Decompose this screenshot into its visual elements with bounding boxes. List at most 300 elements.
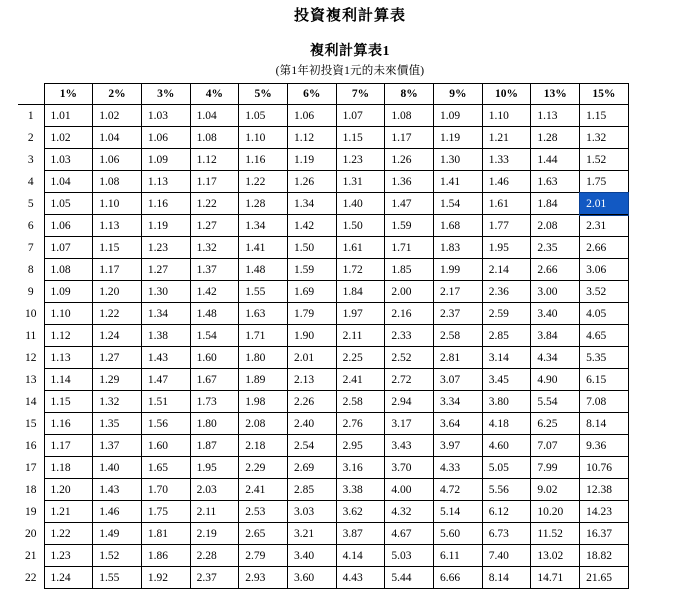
table-cell[interactable]: 2.14 [482,259,531,281]
row-header[interactable]: 14 [18,391,44,413]
table-row [18,237,628,259]
table-cell[interactable]: 1.10 [239,127,288,149]
table-cell[interactable]: 5.56 [482,479,531,501]
table-cell[interactable]: 3.52 [580,281,629,303]
table-cell[interactable]: 1.32 [190,237,239,259]
table-cell[interactable]: 3.62 [336,501,385,523]
table-cell[interactable]: 1.06 [287,105,336,127]
table-cell[interactable]: 1.59 [385,215,434,237]
table-cell[interactable]: 6.25 [531,413,580,435]
table-cell[interactable]: 1.16 [44,413,93,435]
table-cell[interactable]: 1.22 [44,523,93,545]
table-cell[interactable]: 4.65 [580,325,629,347]
column-header-1pct[interactable]: 1% [44,84,93,105]
table-cell[interactable]: 2.03 [190,479,239,501]
row-header[interactable]: 1 [18,105,44,127]
table-cell[interactable]: 1.15 [44,391,93,413]
table-cell[interactable]: 14.71 [531,567,580,589]
table-cell[interactable]: 1.95 [190,457,239,479]
row-header[interactable]: 18 [18,479,44,501]
table-cell[interactable]: 1.08 [44,259,93,281]
table-cell[interactable]: 2.37 [434,303,483,325]
table-cell[interactable]: 1.98 [239,391,288,413]
table-cell[interactable]: 1.04 [190,105,239,127]
table-cell[interactable]: 1.50 [287,237,336,259]
table-cell[interactable]: 2.69 [287,457,336,479]
table-cell[interactable]: 7.40 [482,545,531,567]
table-cell[interactable]: 9.02 [531,479,580,501]
table-cell[interactable]: 1.54 [190,325,239,347]
table-cell[interactable]: 1.15 [336,127,385,149]
table-cell[interactable]: 1.80 [239,347,288,369]
column-header-13pct[interactable]: 13% [531,84,580,105]
table-cell[interactable]: 2.81 [434,347,483,369]
table-cell[interactable]: 1.40 [93,457,142,479]
table-cell[interactable]: 6.11 [434,545,483,567]
column-header-2pct[interactable]: 2% [93,84,142,105]
table-cell[interactable]: 1.10 [482,105,531,127]
table-cell[interactable]: 2.79 [239,545,288,567]
row-header[interactable]: 5 [18,193,44,215]
table-cell[interactable]: 2.52 [385,347,434,369]
table-cell[interactable]: 1.32 [580,127,629,149]
table-cell[interactable]: 1.71 [239,325,288,347]
table-cell[interactable]: 3.87 [336,523,385,545]
table-cell[interactable]: 3.64 [434,413,483,435]
table-cell[interactable]: 2.58 [434,325,483,347]
table-cell[interactable]: 4.60 [482,435,531,457]
row-header[interactable]: 9 [18,281,44,303]
table-cell[interactable]: 1.01 [44,105,93,127]
table-cell[interactable]: 2.18 [239,435,288,457]
table-cell[interactable]: 3.03 [287,501,336,523]
table-cell[interactable]: 2.65 [239,523,288,545]
row-header[interactable]: 21 [18,545,44,567]
table-cell[interactable]: 1.50 [336,215,385,237]
table-cell[interactable]: 1.03 [44,149,93,171]
table-cell[interactable]: 1.40 [336,193,385,215]
table-cell[interactable]: 1.21 [44,501,93,523]
column-header-4pct[interactable]: 4% [190,84,239,105]
table-cell[interactable]: 4.34 [531,347,580,369]
column-header-6pct[interactable]: 6% [287,84,336,105]
table-cell[interactable]: 1.33 [482,149,531,171]
table-cell[interactable]: 1.69 [287,281,336,303]
table-cell[interactable]: 2.95 [336,435,385,457]
table-cell[interactable]: 1.92 [141,567,190,589]
table-cell[interactable]: 1.54 [434,193,483,215]
table-cell[interactable]: 5.44 [385,567,434,589]
table-cell[interactable]: 1.13 [44,347,93,369]
table-cell[interactable]: 2.53 [239,501,288,523]
table-cell[interactable]: 2.28 [190,545,239,567]
table-cell[interactable]: 1.27 [93,347,142,369]
table-cell[interactable]: 1.30 [434,149,483,171]
table-cell[interactable]: 1.37 [93,435,142,457]
table-cell[interactable]: 1.86 [141,545,190,567]
table-cell[interactable]: 1.16 [141,193,190,215]
table-cell[interactable]: 1.75 [580,171,629,193]
table-cell[interactable]: 1.42 [190,281,239,303]
table-cell[interactable]: 1.47 [385,193,434,215]
table-cell[interactable]: 1.20 [93,281,142,303]
table-cell[interactable]: 1.18 [44,457,93,479]
table-cell[interactable]: 1.95 [482,237,531,259]
table-cell[interactable]: 4.14 [336,545,385,567]
column-header-8pct[interactable]: 8% [385,84,434,105]
table-cell[interactable]: 1.13 [141,171,190,193]
table-cell[interactable]: 1.08 [385,105,434,127]
table-cell[interactable]: 1.34 [239,215,288,237]
table-cell[interactable]: 13.02 [531,545,580,567]
table-cell[interactable]: 5.03 [385,545,434,567]
table-cell[interactable]: 3.97 [434,435,483,457]
table-cell[interactable]: 21.65 [580,567,629,589]
table-cell[interactable]: 1.20 [44,479,93,501]
table-cell[interactable]: 1.48 [239,259,288,281]
table-cell[interactable]: 1.02 [93,105,142,127]
table-cell[interactable]: 12.38 [580,479,629,501]
table-cell[interactable]: 1.67 [190,369,239,391]
table-cell[interactable]: 1.04 [93,127,142,149]
table-cell[interactable]: 1.32 [93,391,142,413]
table-cell[interactable]: 1.48 [190,303,239,325]
table-cell[interactable]: 1.43 [93,479,142,501]
table-cell[interactable]: 3.84 [531,325,580,347]
table-cell[interactable]: 1.27 [141,259,190,281]
row-header[interactable]: 19 [18,501,44,523]
table-cell[interactable]: 16.37 [580,523,629,545]
table-cell[interactable]: 10.76 [580,457,629,479]
row-header[interactable]: 2 [18,127,44,149]
table-cell[interactable]: 3.06 [580,259,629,281]
table-cell[interactable]: 2.54 [287,435,336,457]
table-cell[interactable]: 2.26 [287,391,336,413]
row-header[interactable]: 7 [18,237,44,259]
table-cell[interactable]: 3.60 [287,567,336,589]
table-cell[interactable]: 1.83 [434,237,483,259]
table-cell[interactable]: 1.36 [385,171,434,193]
table-cell[interactable]: 1.17 [190,171,239,193]
table-cell[interactable]: 1.05 [239,105,288,127]
table-cell[interactable]: 1.13 [93,215,142,237]
row-header[interactable]: 17 [18,457,44,479]
table-cell[interactable]: 1.06 [141,127,190,149]
table-cell[interactable]: 1.77 [482,215,531,237]
table-cell[interactable]: 1.56 [141,413,190,435]
table-cell[interactable]: 1.19 [141,215,190,237]
table-cell[interactable]: 2.33 [385,325,434,347]
table-cell[interactable]: 1.70 [141,479,190,501]
table-cell[interactable]: 2.40 [287,413,336,435]
table-cell[interactable]: 1.34 [141,303,190,325]
table-cell[interactable]: 1.06 [93,149,142,171]
table-cell[interactable]: 7.08 [580,391,629,413]
table-cell[interactable]: 1.06 [44,215,93,237]
table-cell[interactable]: 1.60 [141,435,190,457]
table-cell[interactable]: 1.03 [141,105,190,127]
table-cell[interactable]: 1.30 [141,281,190,303]
table-cell[interactable]: 1.26 [287,171,336,193]
table-cell[interactable]: 2.66 [580,237,629,259]
table-cell[interactable]: 1.24 [44,567,93,589]
table-cell[interactable]: 1.52 [580,149,629,171]
row-header[interactable]: 6 [18,215,44,237]
table-cell[interactable]: 1.13 [531,105,580,127]
table-cell[interactable]: 1.22 [93,303,142,325]
table-cell[interactable]: 1.10 [44,303,93,325]
table-cell[interactable]: 5.60 [434,523,483,545]
table-cell[interactable]: 4.33 [434,457,483,479]
table-cell[interactable]: 6.66 [434,567,483,589]
table-cell[interactable]: 1.24 [93,325,142,347]
column-header-3pct[interactable]: 3% [141,84,190,105]
column-header-7pct[interactable]: 7% [336,84,385,105]
table-cell[interactable]: 2.08 [239,413,288,435]
table-cell[interactable]: 1.09 [44,281,93,303]
column-header-10pct[interactable]: 10% [482,84,531,105]
table-cell[interactable]: 1.22 [239,171,288,193]
table-cell[interactable]: 1.73 [190,391,239,413]
table-cell[interactable]: 1.75 [141,501,190,523]
table-cell[interactable]: 7.99 [531,457,580,479]
table-cell[interactable]: 8.14 [482,567,531,589]
table-cell[interactable]: 3.21 [287,523,336,545]
table-cell[interactable]: 4.18 [482,413,531,435]
table-cell[interactable]: 1.15 [93,237,142,259]
table-cell[interactable]: 5.35 [580,347,629,369]
table-cell[interactable]: 1.12 [287,127,336,149]
table-cell[interactable]: 1.23 [336,149,385,171]
table-cell[interactable]: 1.51 [141,391,190,413]
table-cell[interactable]: 1.15 [580,105,629,127]
table-cell[interactable]: 2.36 [482,281,531,303]
table-cell[interactable]: 5.05 [482,457,531,479]
table-cell[interactable]: 5.54 [531,391,580,413]
table-cell[interactable]: 14.23 [580,501,629,523]
table-cell[interactable]: 1.04 [44,171,93,193]
table-cell[interactable]: 1.21 [482,127,531,149]
table-cell[interactable]: 1.99 [434,259,483,281]
table-cell[interactable]: 1.55 [239,281,288,303]
row-header[interactable]: 8 [18,259,44,281]
table-cell[interactable]: 3.43 [385,435,434,457]
table-cell[interactable]: 2.00 [385,281,434,303]
table-cell[interactable]: 2.08 [531,215,580,237]
table-cell[interactable]: 2.66 [531,259,580,281]
table-cell[interactable]: 1.17 [44,435,93,457]
table-cell[interactable]: 2.85 [287,479,336,501]
table-cell[interactable]: 1.02 [44,127,93,149]
table-cell[interactable]: 1.41 [239,237,288,259]
table-cell[interactable]: 1.09 [434,105,483,127]
table-cell[interactable]: 1.34 [287,193,336,215]
table-cell[interactable]: 1.71 [385,237,434,259]
table-cell[interactable]: 1.27 [190,215,239,237]
table-cell[interactable]: 4.00 [385,479,434,501]
table-cell[interactable]: 4.32 [385,501,434,523]
table-cell[interactable]: 1.22 [190,193,239,215]
table-cell[interactable]: 1.59 [287,259,336,281]
table-cell[interactable]: 5.14 [434,501,483,523]
table-cell[interactable]: 6.73 [482,523,531,545]
table-cell[interactable]: 6.15 [580,369,629,391]
table-cell[interactable]: 1.17 [93,259,142,281]
table-cell[interactable]: 2.85 [482,325,531,347]
column-header-15pct[interactable]: 15% [580,84,629,105]
row-header[interactable]: 22 [18,567,44,589]
table-cell[interactable]: 2.16 [385,303,434,325]
table-cell[interactable]: 1.05 [44,193,93,215]
column-header-9pct[interactable]: 9% [434,84,483,105]
table-cell[interactable]: 1.90 [287,325,336,347]
table-cell[interactable]: 1.55 [93,567,142,589]
table-cell[interactable]: 1.89 [239,369,288,391]
table-cell[interactable]: 1.43 [141,347,190,369]
row-header[interactable]: 4 [18,171,44,193]
table-cell[interactable]: 1.37 [190,259,239,281]
table-cell[interactable]: 6.12 [482,501,531,523]
table-cell[interactable]: 3.17 [385,413,434,435]
table-cell[interactable]: 1.68 [434,215,483,237]
table-cell[interactable]: 1.63 [531,171,580,193]
table-cell[interactable]: 1.31 [336,171,385,193]
table-cell[interactable]: 1.52 [93,545,142,567]
table-cell[interactable]: 1.84 [336,281,385,303]
table-cell[interactable]: 2.59 [482,303,531,325]
table-cell[interactable]: 1.16 [239,149,288,171]
table-cell[interactable]: 1.29 [93,369,142,391]
table-cell[interactable]: 1.19 [287,149,336,171]
table-cell[interactable]: 3.45 [482,369,531,391]
table-cell[interactable]: 2.93 [239,567,288,589]
table-cell[interactable]: 1.46 [482,171,531,193]
selected-cell[interactable]: 2.01 [580,193,629,215]
table-cell[interactable]: 2.41 [239,479,288,501]
table-cell[interactable]: 3.70 [385,457,434,479]
table-cell[interactable]: 2.35 [531,237,580,259]
table-cell[interactable]: 1.10 [93,193,142,215]
table-cell[interactable]: 1.49 [93,523,142,545]
table-cell[interactable]: 1.26 [385,149,434,171]
table-cell[interactable]: 1.87 [190,435,239,457]
table-cell[interactable]: 2.94 [385,391,434,413]
table-cell[interactable]: 1.80 [190,413,239,435]
table-cell[interactable]: 1.42 [287,215,336,237]
table-cell[interactable]: 1.09 [141,149,190,171]
table-cell[interactable]: 3.40 [531,303,580,325]
table-cell[interactable]: 3.00 [531,281,580,303]
row-header[interactable]: 11 [18,325,44,347]
table-cell[interactable]: 1.12 [190,149,239,171]
table-cell[interactable]: 1.12 [44,325,93,347]
table-cell[interactable]: 2.19 [190,523,239,545]
table-cell[interactable]: 8.14 [580,413,629,435]
table-cell[interactable]: 2.58 [336,391,385,413]
table-cell[interactable]: 1.65 [141,457,190,479]
table-cell[interactable]: 10.20 [531,501,580,523]
table-cell[interactable]: 1.79 [287,303,336,325]
table-cell[interactable]: 7.07 [531,435,580,457]
row-header[interactable]: 15 [18,413,44,435]
table-cell[interactable]: 1.97 [336,303,385,325]
table-cell[interactable]: 1.61 [482,193,531,215]
table-cell[interactable]: 1.28 [239,193,288,215]
table-cell[interactable]: 4.05 [580,303,629,325]
table-cell[interactable]: 1.61 [336,237,385,259]
row-header[interactable]: 20 [18,523,44,545]
table-cell[interactable]: 1.84 [531,193,580,215]
table-cell[interactable]: 1.44 [531,149,580,171]
table-cell[interactable]: 2.76 [336,413,385,435]
table-cell[interactable]: 1.46 [93,501,142,523]
table-cell[interactable]: 2.37 [190,567,239,589]
table-cell[interactable]: 1.08 [190,127,239,149]
table-cell[interactable]: 3.80 [482,391,531,413]
table-cell[interactable]: 9.36 [580,435,629,457]
table-cell[interactable]: 2.11 [336,325,385,347]
table-cell[interactable]: 2.31 [580,215,629,237]
table-cell[interactable]: 4.43 [336,567,385,589]
table-cell[interactable]: 1.38 [141,325,190,347]
table-cell[interactable]: 1.23 [141,237,190,259]
row-header[interactable]: 10 [18,303,44,325]
table-cell[interactable]: 3.14 [482,347,531,369]
table-cell[interactable]: 2.17 [434,281,483,303]
table-cell[interactable]: 3.40 [287,545,336,567]
row-header[interactable]: 3 [18,149,44,171]
table-cell[interactable]: 4.72 [434,479,483,501]
table-cell[interactable]: 1.28 [531,127,580,149]
table-cell[interactable]: 1.81 [141,523,190,545]
table-cell[interactable]: 1.47 [141,369,190,391]
table-cell[interactable]: 1.14 [44,369,93,391]
table-cell[interactable]: 1.07 [44,237,93,259]
table-cell[interactable]: 11.52 [531,523,580,545]
column-header-5pct[interactable]: 5% [239,84,288,105]
table-cell[interactable]: 3.16 [336,457,385,479]
table-cell[interactable]: 1.85 [385,259,434,281]
table-cell[interactable]: 3.07 [434,369,483,391]
table-cell[interactable]: 2.41 [336,369,385,391]
table-cell[interactable]: 2.13 [287,369,336,391]
table-cell[interactable]: 1.08 [93,171,142,193]
page-title: 投資複利計算表 [293,8,406,24]
table-cell[interactable]: 3.34 [434,391,483,413]
table-cell[interactable]: 4.67 [385,523,434,545]
table-cell[interactable]: 1.72 [336,259,385,281]
table-cell[interactable]: 1.17 [385,127,434,149]
table-cell[interactable]: 2.72 [385,369,434,391]
table-cell[interactable]: 3.38 [336,479,385,501]
table-cell[interactable]: 4.90 [531,369,580,391]
row-header[interactable]: 13 [18,369,44,391]
table-cell[interactable]: 1.35 [93,413,142,435]
table-cell[interactable]: 1.23 [44,545,93,567]
table-cell[interactable]: 2.25 [336,347,385,369]
table-cell[interactable]: 2.11 [190,501,239,523]
row-header[interactable]: 12 [18,347,44,369]
table-cell[interactable]: 1.07 [336,105,385,127]
table-cell[interactable]: 18.82 [580,545,629,567]
table-cell[interactable]: 1.63 [239,303,288,325]
row-header[interactable]: 16 [18,435,44,457]
table-cell[interactable]: 1.19 [434,127,483,149]
table-cell[interactable]: 2.01 [287,347,336,369]
table-cell[interactable]: 1.41 [434,171,483,193]
table-cell[interactable]: 1.60 [190,347,239,369]
table-cell[interactable]: 2.29 [239,457,288,479]
